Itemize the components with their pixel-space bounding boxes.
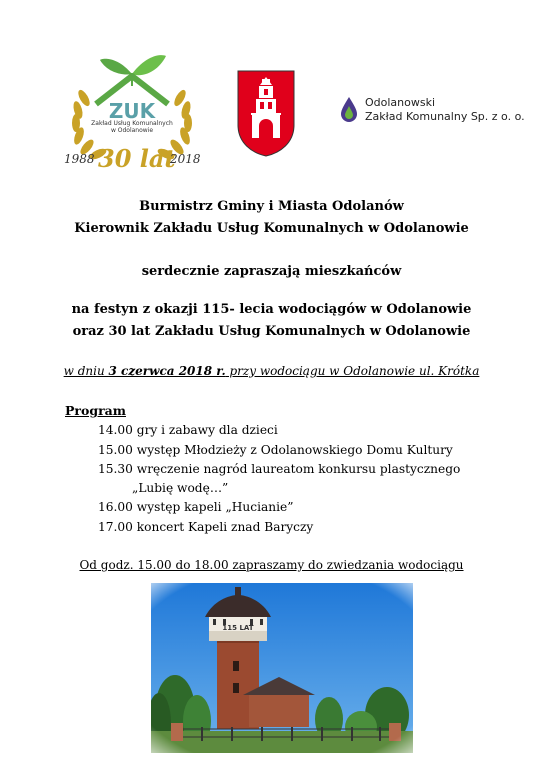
zuk-year-start: 1988 — [64, 152, 95, 166]
date-prefix: w dniu — [63, 364, 109, 378]
program-title: Program — [65, 403, 126, 418]
zuk-name-line2: w Odolanowie — [110, 127, 154, 134]
coat-of-arms-icon — [236, 69, 296, 157]
zuk-anniversary: 30 lat — [98, 144, 176, 173]
date-line — [0, 364, 543, 378]
header-line2: Kierownik Zakładu Usług Komunalnych w Odolanowie — [74, 221, 469, 236]
water-tower-photo — [151, 583, 413, 753]
event-line1: na festyn z okazji 115- lecia wodociągów w Odolanowie — [71, 302, 472, 317]
company-logo — [338, 96, 528, 126]
zuk-name-line1: Zakład Usług Komunalnych — [91, 120, 173, 127]
program-item: 15.00 występ Młodzieży z Odolanowskiego Domu Kultury — [98, 443, 453, 457]
event-date: 3 czerwca 2018 r. — [108, 364, 226, 378]
zuk-logo — [62, 46, 202, 176]
event-line2: oraz 30 lat Zakładu Usług Komunalnych w Odolanowie — [72, 324, 471, 339]
program-item: 15.30 wręczenie nagród laureatom konkursu plastycznego — [98, 462, 461, 476]
water-drop-icon — [338, 96, 360, 122]
program-item: 14.00 gry i zabawy dla dzieci — [98, 423, 278, 437]
zuk-letters: ZUK — [108, 99, 156, 123]
date-location: przy wodociągu w Odolanowie ul. Krótka — [225, 364, 480, 378]
zuk-year-end: 2018 — [170, 152, 201, 166]
coat-of-arms — [236, 69, 296, 157]
visit-text: Od godz. 15.00 do 18.00 zapraszamy do zwiedzania wodociągu — [79, 558, 464, 572]
header-line1: Burmistrz Gminy i Miasta Odolanów — [139, 199, 404, 214]
program-item: 16.00 występ kapeli „Hucianie” — [98, 500, 294, 514]
invite-text: serdecznie zapraszają mieszkańców — [141, 264, 402, 279]
program-item: „Lubię wodę…” — [132, 481, 229, 495]
program-item: 17.00 koncert Kapeli znad Baryczy — [98, 520, 314, 534]
company-name-line2: Zakład Komunalny Sp. z o. o. — [365, 110, 525, 123]
company-name-line1: Odolanowski — [365, 96, 436, 109]
